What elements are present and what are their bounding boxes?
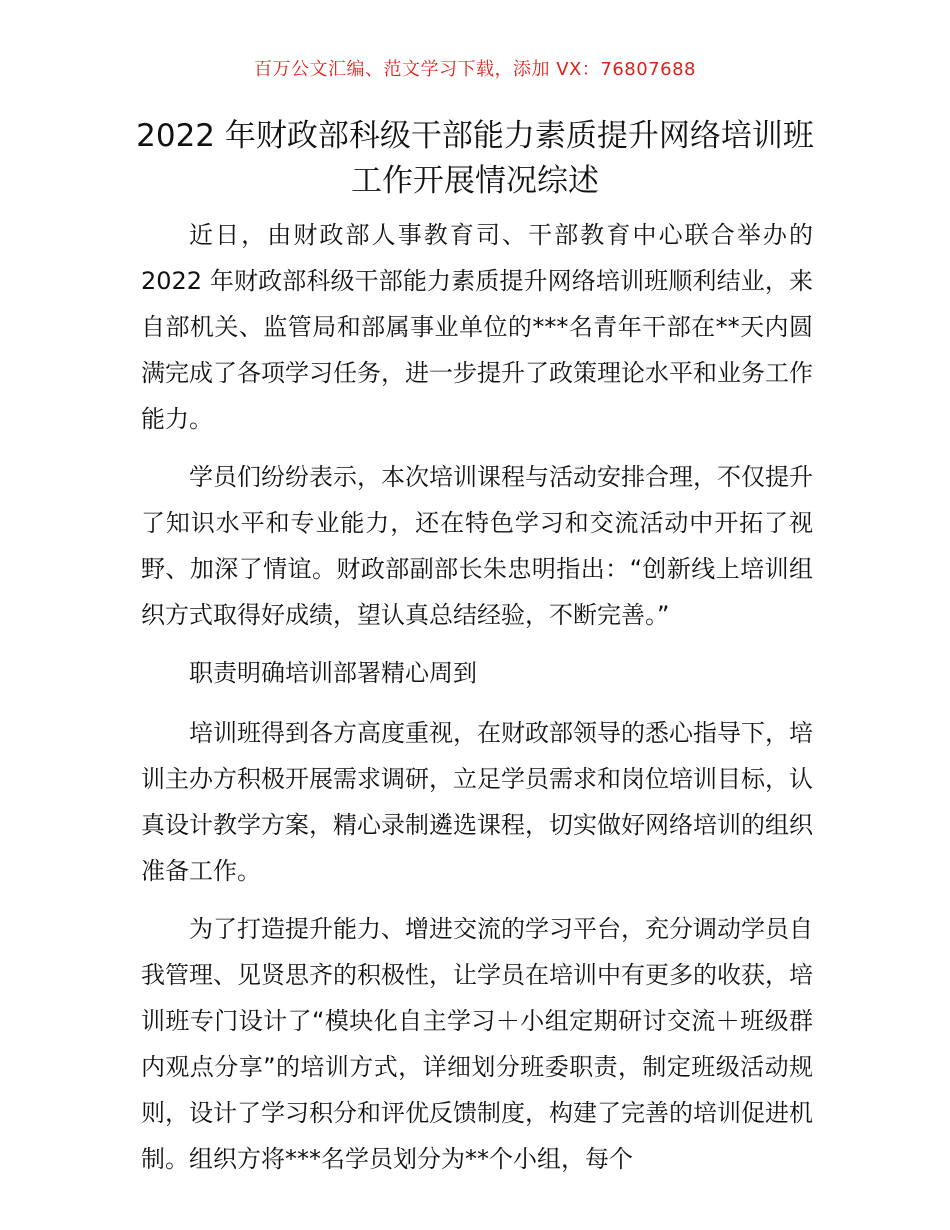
paragraph-preparation: 培训班得到各方高度重视，在财政部领导的悉心指导下，培训主办方积极开展需求调研，立足学员需求和岗位培训目标，认真设计教学方案，精心录制遴选课程，切实做好网络培训的组织准备工作。 [141, 719, 813, 885]
paragraph-platform: 为了打造提升能力、增进交流的学习平台，充分调动学员自我管理、见贤思齐的积极性，让学员在培训中有更多的收获，培训班专门设计了“模块化自主学习＋小组定期研讨交流＋班级群内观点分享”的培训方式，详细划分班委职责，制定班级活动规则，设计了学习积分和评优反馈制度，构建了完善的培训促进机制。组织方将***名学员划分为**个小组，每个 [141, 915, 813, 1173]
paragraph-feedback: 学员们纷纷表示，本次培训课程与活动安排合理，不仅提升了知识水平和专业能力，还在特色学习和交流活动中开拓了视野、加深了情谊。财政部副部长朱忠明指出：“创新线上培训组织方式取得好成绩，望认真总结经验，不断完善。” [141, 463, 813, 629]
paragraph-intro: 近日，由财政部人事教育司、干部教育中心联合举办的 2022 年财政部科级干部能力素质提升网络培训班顺利结业，来自部机关、监管局和部属事业单位的***名青年干部在**天内圆满完成了各项学习任务，进一步提升了政策理论水平和业务工作能力。 [141, 221, 813, 433]
document-title: 2022 年财政部科级干部能力素质提升网络培训班工作开展情况综述 [136, 118, 814, 199]
document-body [141, 212, 813, 1194]
promo-banner: 百万公文汇编、范文学习下载，添加 VX：76807688 [254, 59, 696, 80]
section-heading: 职责明确培训部署精心周到 [189, 659, 477, 687]
